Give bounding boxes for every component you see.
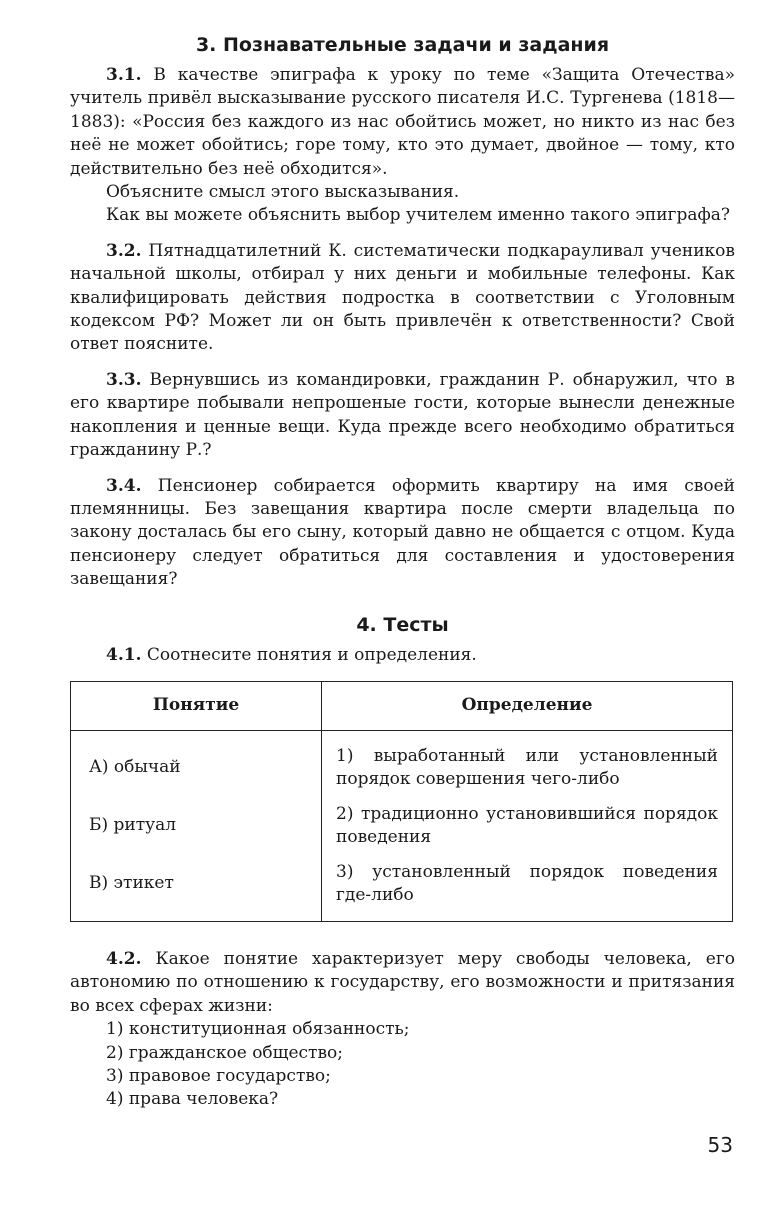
task-number: 3.4.: [106, 475, 142, 496]
answer-option: 4) права человека?: [106, 1089, 279, 1110]
concept-cell: В) этикет: [71, 855, 322, 922]
task-paragraph: Как вы можете объяснить выбор учителем именно такого эпиграфа?: [106, 205, 731, 226]
answer-option: 3) правовое государство;: [106, 1065, 331, 1086]
answer-option: 1) конституционная обязанность;: [106, 1019, 410, 1040]
task-text: В качестве эпиграфа к уроку по теме «Защита Отечества» учитель привёл высказывание русского писателя И.С. Тургенева (1818—1883): «Россия без каждого из нас обойтись может, но никто из нас без неё не может обойтись; горе тому, кто это думает, двойное — тому, кто действительно без неё обходится».: [70, 65, 735, 179]
task-number: 3.3.: [106, 369, 142, 390]
table-header-row: [71, 681, 733, 730]
task-3-2: [70, 240, 735, 357]
task-3-4: [70, 475, 735, 592]
task-text: Пятнадцатилетний К. систематически подкарауливал учеников начальной школы, отбирал у них деньги и мобильные телефоны. Как квалифицировать действия подростка в соответствии с Уголовным кодексом РФ? Может ли он быть привлечён к ответственности? Свой ответ поясните.: [70, 240, 735, 355]
definition-cell: 2) традиционно установившийся порядок поведения: [336, 803, 718, 847]
header-definition: Определение: [322, 681, 733, 730]
task-paragraph: [70, 948, 735, 1018]
concept-cell: А) обычай: [71, 730, 322, 797]
task-paragraph: Объясните смысл этого высказывания.: [106, 182, 460, 203]
task-4-2: [70, 948, 735, 1112]
table-row: [71, 730, 733, 797]
task-paragraph: [70, 64, 735, 181]
task-number: 3.1.: [106, 65, 142, 85]
table-row: [71, 797, 733, 855]
section-4-title: 4. Тесты: [356, 613, 449, 636]
definition-cell: 3) установленный порядок поведения где-либо: [336, 861, 718, 905]
matching-table: [70, 681, 733, 922]
task-text: Вернувшись из командировки, гражданин Р. обнаружил, что в его квартире побывали непрошеные гости, которые вынесли денежные накопления и ценные вещи. Куда прежде всего необходимо обратиться гражданину Р.?: [70, 369, 735, 461]
concept-cell: Б) ритуал: [71, 797, 322, 855]
task-text: Пенсионер собирается оформить квартиру на имя своей племянницы. Без завещания квартира после смерти владельца по закону досталась бы его сыну, который давно не общается с отцом. Куда пенсионеру следует обратиться для составления и удостоверения завещания?: [70, 475, 736, 590]
task-number: 4.2.: [106, 948, 142, 969]
task-paragraph: [70, 475, 735, 592]
task-paragraph: [70, 644, 735, 667]
page-number: 53: [707, 1133, 733, 1157]
task-text: Какое понятие характеризует меру свободы человека, его автономию по отношению к государству, его возможности и притязания во всех сферах жизни:: [70, 948, 735, 1016]
answer-options: [70, 1018, 735, 1112]
header-concept: Понятие: [71, 681, 322, 730]
task-paragraph: [70, 369, 735, 463]
textbook-page: [70, 32, 735, 1124]
task-number: 3.2.: [106, 240, 142, 261]
answer-option: 2) гражданское общество;: [106, 1042, 343, 1063]
table-row: [71, 855, 733, 922]
task-number: 4.1.: [106, 644, 142, 665]
task-3-1: [70, 64, 735, 228]
task-paragraph: [70, 240, 735, 357]
definition-cell: 1) выработанный или установленный порядок совершения чего-либо: [336, 745, 718, 789]
task-4-1: [70, 644, 735, 667]
task-3-3: [70, 369, 735, 463]
section-3-title: 3. Познавательные задачи и задания: [195, 34, 610, 56]
task-text: Соотнесите понятия и определения.: [146, 644, 477, 665]
